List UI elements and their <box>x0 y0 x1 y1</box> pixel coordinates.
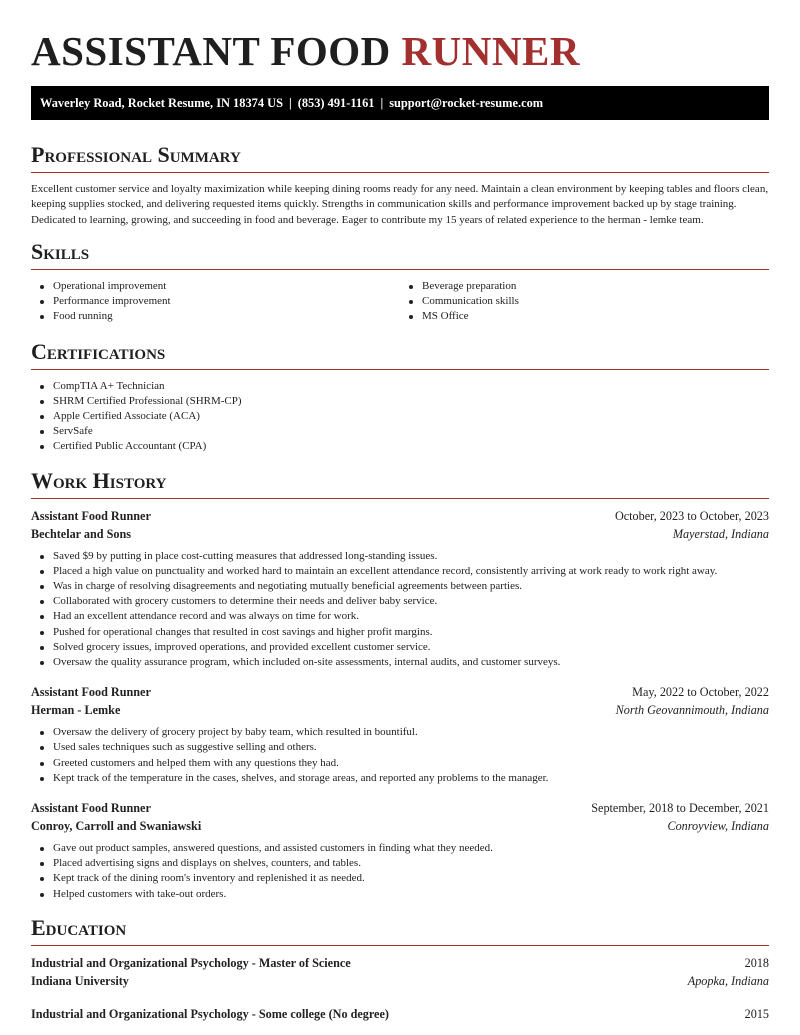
skill-item: Operational improvement <box>53 279 400 294</box>
section-divider <box>31 269 769 270</box>
job-bullet: Kept track of the temperature in the cases, shelves, and storage areas, and reported any problems to the manager. <box>53 771 769 786</box>
summary-section <box>31 142 769 228</box>
job-location: North Geovannimouth, Indiana <box>615 703 769 718</box>
job-bullets <box>31 725 769 786</box>
skill-item: MS Office <box>422 309 769 324</box>
job-bullet: Used sales techniques such as suggestive selling and others. <box>53 740 769 755</box>
job-header <box>31 507 769 525</box>
education-location: Apopka, Indiana <box>687 973 769 988</box>
certification-item: Certified Public Accountant (CPA) <box>53 439 769 454</box>
education-entry <box>31 954 769 990</box>
job-dates: October, 2023 to October, 2023 <box>614 508 769 523</box>
section-divider <box>31 498 769 499</box>
job-dates: May, 2022 to October, 2022 <box>632 685 769 700</box>
job-bullet: Solved grocery issues, improved operations, and provided excellent customer service. <box>53 640 769 655</box>
contact-email[interactable]: support@rocket-resume.com <box>389 96 544 110</box>
contact-phone[interactable]: (853) 491-1161 <box>297 96 375 110</box>
skill-item: Food running <box>53 309 400 324</box>
contact-bar <box>31 86 769 120</box>
section-heading-work-history: Work History <box>31 467 167 493</box>
skills-list-right <box>400 279 769 325</box>
skill-item: Beverage preparation <box>422 279 769 294</box>
education-degree: Industrial and Organizational Psychology - Master of Science <box>31 955 351 970</box>
certification-item: ServSafe <box>53 424 769 439</box>
job-title: Assistant Food Runner <box>31 508 151 523</box>
job-title: Assistant Food Runner <box>31 685 151 700</box>
job-bullet: Saved $9 by putting in place cost-cutting measures that addressed long-standing issues. <box>53 549 769 564</box>
section-heading-certifications: Certifications <box>31 338 166 364</box>
job-entry <box>31 799 769 902</box>
skills-grid <box>31 279 769 325</box>
job-header <box>31 799 769 817</box>
job-bullet: Gave out product samples, answered questions, and assisted customers in finding what they needed. <box>53 841 769 856</box>
job-bullet: Greeted customers and helped them with any questions they had. <box>53 756 769 771</box>
job-bullet: Collaborated with grocery customers to determine their needs and deliver baby service. <box>53 594 769 609</box>
contact-address: Waverley Road, Rocket Resume, IN 18374 US <box>40 96 283 110</box>
job-header <box>31 683 769 701</box>
section-divider <box>31 172 769 173</box>
section-divider <box>31 945 769 946</box>
title-accent: RUNNER <box>401 28 580 74</box>
education-entry <box>31 1005 769 1023</box>
job-company: Herman - Lemke <box>31 703 121 718</box>
job-subheader <box>31 525 769 543</box>
job-entry <box>31 507 769 671</box>
section-heading-skills: Skills <box>31 238 90 264</box>
job-bullet: Helped customers with take-out orders. <box>53 887 769 902</box>
job-title: Assistant Food Runner <box>31 800 151 815</box>
education-year: 2015 <box>744 1006 769 1021</box>
resume-title <box>31 0 769 73</box>
section-heading-summary: Professional Summary <box>31 142 241 167</box>
section-heading-education: Education <box>31 914 127 940</box>
education-header <box>31 954 769 972</box>
contact-separator: | <box>380 96 384 110</box>
skill-item: Communication skills <box>422 294 769 309</box>
skills-section <box>31 239 769 325</box>
job-bullets <box>31 841 769 902</box>
section-divider <box>31 369 769 370</box>
job-dates: September, 2018 to December, 2021 <box>591 800 769 815</box>
contact-separator: | <box>288 96 292 110</box>
education-section <box>31 915 769 1023</box>
education-subheader <box>31 972 769 990</box>
job-location: Conroyview, Indiana <box>667 818 769 833</box>
job-bullet: Kept track of the dining room's inventory and replenished it as needed. <box>53 871 769 886</box>
certification-item: SHRM Certified Professional (SHRM-CP) <box>53 394 769 409</box>
job-entry <box>31 683 769 786</box>
job-company: Bechtelar and Sons <box>31 526 131 541</box>
work-history-section <box>31 468 769 902</box>
job-bullet: Oversaw the delivery of grocery project by baby team, which resulted in bountiful. <box>53 725 769 740</box>
education-year: 2018 <box>744 955 769 970</box>
education-school: Indiana University <box>31 973 129 988</box>
education-degree: Industrial and Organizational Psychology - Some college (No degree) <box>31 1006 389 1021</box>
job-bullet: Had an excellent attendance record and was always on time for work. <box>53 609 769 624</box>
job-bullet: Pushed for operational changes that resulted in cost savings and higher profit margins. <box>53 625 769 640</box>
job-bullet: Was in charge of resolving disagreements and negotiating mutually beneficial agreements between parties. <box>53 579 769 594</box>
certification-item: Apple Certified Associate (ACA) <box>53 409 769 424</box>
job-bullet: Placed advertising signs and displays on shelves, counters, and tables. <box>53 856 769 871</box>
title-main: ASSISTANT FOOD <box>31 28 391 74</box>
job-subheader <box>31 701 769 719</box>
job-company: Conroy, Carroll and Swaniawski <box>31 818 202 833</box>
skill-item: Performance improvement <box>53 294 400 309</box>
education-header <box>31 1005 769 1023</box>
summary-text: Excellent customer service and loyalty maximization while keeping dining rooms ready for any need. Maintain a clean environment by keeping tables and floors clean, keeping supplies stocked, and delivering requested items quickly. Strengths in communication skills and performance improvement backed up by stage training. Dedicated to learning, growing, and succeeding in food and beverage. Eager to contribute my 15 years of related experience to the herman - lemke team. <box>31 183 769 226</box>
job-bullets <box>31 549 769 671</box>
job-subheader <box>31 817 769 835</box>
certifications-section <box>31 339 769 455</box>
job-location: Mayerstad, Indiana <box>672 526 769 541</box>
job-bullet: Placed a high value on punctuality and worked hard to maintain an excellent attendance record, consistently arriving at work ready to work right away. <box>53 564 769 579</box>
job-bullet: Oversaw the quality assurance program, which included on-site assessments, internal audits, and customer surveys. <box>53 655 769 670</box>
certification-item: CompTIA A+ Technician <box>53 379 769 394</box>
certifications-list <box>31 379 769 455</box>
skills-list-left <box>31 279 400 325</box>
